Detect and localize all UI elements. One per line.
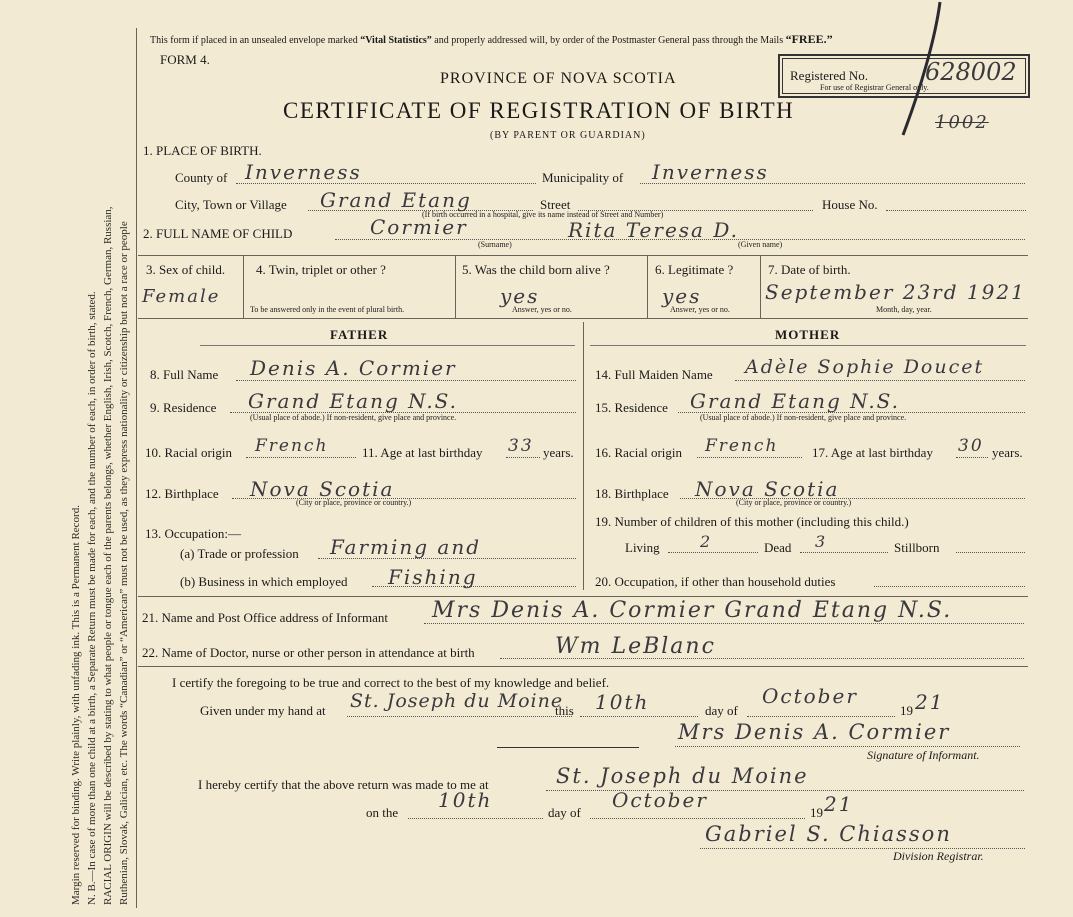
given-year-prefix: 19 xyxy=(900,703,913,718)
given-month-value: October xyxy=(762,684,858,708)
col-rule-4 xyxy=(760,255,761,318)
return-year-prefix: 19 xyxy=(810,805,823,820)
living-label: Living xyxy=(625,540,660,555)
mother-birthplace-note: (City or place, province or country.) xyxy=(736,498,852,507)
mother-racial-line xyxy=(697,457,802,458)
father-heading: FATHER xyxy=(330,327,389,342)
mother-residence-label: 15. Residence xyxy=(595,400,668,415)
informant-signature-label: Signature of Informant. xyxy=(867,748,980,762)
municipality-value: Inverness xyxy=(652,160,769,184)
mother-racial-value: French xyxy=(705,436,779,456)
twin-note: To be answered only in the event of plural birth. xyxy=(250,305,405,314)
section-rule-2 xyxy=(138,666,1028,667)
margin-note-3: RACIAL ORIGIN will be described by stating to what people or tongue each of the parents belongs, whether English, Irish, Scotch, French, German, Russian, xyxy=(102,206,114,905)
mother-occupation-label: 20. Occupation, if other than household duties xyxy=(595,574,836,589)
birthdate-label: 7. Date of birth. xyxy=(768,262,851,277)
binding-margin xyxy=(0,0,138,917)
father-racial-line xyxy=(246,457,356,458)
informant-value: Mrs Denis A. Cormier Grand Etang N.S. xyxy=(432,598,953,623)
given-this-label: this xyxy=(555,703,574,718)
child-surname: Cormier xyxy=(370,215,468,239)
mother-age-label: 17. Age at last birthday xyxy=(812,445,933,460)
mother-residence-value: Grand Etang N.S. xyxy=(690,389,901,413)
birthdate-note: Month, day, year. xyxy=(876,305,932,314)
county-label: County of xyxy=(175,170,228,185)
row-rule-bottom xyxy=(138,318,1028,319)
dead-line xyxy=(800,552,888,553)
street-label: Street xyxy=(540,197,571,212)
dead-value: 3 xyxy=(815,532,828,551)
subtitle: (BY PARENT OR GUARDIAN) xyxy=(490,130,646,141)
col-rule-1 xyxy=(243,255,244,318)
surname-note: (Surname) xyxy=(478,240,512,249)
father-birthplace-value: Nova Scotia xyxy=(250,477,395,501)
section-rule xyxy=(138,596,1028,597)
given-label: Given under my hand at xyxy=(200,703,326,718)
mother-birthplace-label: 18. Birthplace xyxy=(595,486,669,501)
return-dayof-label: day of xyxy=(548,805,581,820)
registered-number: 628002 xyxy=(925,58,1017,86)
sex-label: 3. Sex of child. xyxy=(146,262,226,277)
child-name-label: 2. FULL NAME OF CHILD xyxy=(143,226,293,241)
given-day-value: 10th xyxy=(595,690,650,714)
living-line xyxy=(668,552,758,553)
province-heading: PROVINCE OF NOVA SCOTIA xyxy=(440,70,677,87)
corner-number: 1002 xyxy=(935,112,989,133)
given-place-value: St. Joseph du Moine xyxy=(350,690,564,712)
sex-value: Female xyxy=(142,286,221,307)
father-name-line xyxy=(236,380,576,381)
father-trade-value: Farming and xyxy=(330,535,482,559)
father-business-label: (b) Business in which employed xyxy=(180,574,348,589)
mother-birthplace-value: Nova Scotia xyxy=(695,477,840,501)
return-day-line xyxy=(408,818,543,819)
municipality-label: Municipality of xyxy=(542,170,624,185)
father-birthplace-label: 12. Birthplace xyxy=(145,486,219,501)
return-month-value: October xyxy=(612,788,708,812)
mother-name-label: 14. Full Maiden Name xyxy=(595,367,713,382)
margin-note-4: Ruthenian, Slovak, Galician, etc. The words “Canadian” or “American” must not be used, as they express nationality or citizenship but not a race or people xyxy=(118,221,130,905)
form-number: FORM 4. xyxy=(160,52,210,67)
given-year-value: 21 xyxy=(915,690,945,714)
given-month-line xyxy=(747,716,895,717)
dead-label: Dead xyxy=(764,540,792,555)
mother-children-label: 19. Number of children of this mother (including this child.) xyxy=(595,514,909,529)
stillborn-line xyxy=(956,552,1025,553)
mother-name-value: Adèle Sophie Doucet xyxy=(745,356,985,378)
margin-note-1: Margin reserved for binding. Write plainly, with unfading ink. This is a Permanent Record. xyxy=(70,505,82,905)
doctor-label: 22. Name of Doctor, nurse or other person in attendance at birth xyxy=(142,645,475,660)
father-age-label: 11. Age at last birthday xyxy=(362,445,483,460)
father-racial-value: French xyxy=(255,436,329,456)
registered-note: For use of Registrar General only. xyxy=(820,83,929,92)
city-value: Grand Etang xyxy=(320,188,472,212)
given-place-line xyxy=(347,716,572,717)
alive-value: yes xyxy=(500,284,540,308)
house-line xyxy=(886,210,1026,211)
mother-heading: MOTHER xyxy=(775,327,841,342)
mother-occupation-line xyxy=(874,586,1025,587)
registrar-signature: Gabriel S. Chiasson xyxy=(705,822,952,846)
legit-value: yes xyxy=(662,284,702,308)
given-dayof-label: day of xyxy=(705,703,738,718)
father-years-label: years. xyxy=(543,445,574,460)
mail-notice: This form if placed in an unsealed envelope marked “Vital Statistics” and properly addressed will, by order of the Postmaster General pass through the Mails “FREE.” xyxy=(150,32,833,46)
father-trade-label: (a) Trade or profession xyxy=(180,546,299,561)
alive-label: 5. Was the child born alive ? xyxy=(462,262,610,277)
legit-note: Answer, yes or no. xyxy=(670,305,730,314)
living-value: 2 xyxy=(700,532,713,551)
place-of-birth-heading: 1. PLACE OF BIRTH. xyxy=(143,143,262,158)
father-age-value: 33 xyxy=(508,436,534,456)
father-residence-label: 9. Residence xyxy=(150,400,217,415)
col-rule-3 xyxy=(647,255,648,318)
mother-racial-label: 16. Racial origin xyxy=(595,445,683,460)
on-the-label: on the xyxy=(366,805,399,820)
parents-divider xyxy=(583,322,584,590)
twin-label: 4. Twin, triplet or other ? xyxy=(256,262,386,277)
hospital-note: (If birth occurred in a hospital, give its name instead of Street and Number) xyxy=(422,210,664,219)
informant-signature-line xyxy=(675,746,1020,747)
page-title: CERTIFICATE OF REGISTRATION OF BIRTH xyxy=(283,98,795,123)
margin-note-2: N. B.—In case of more than one child at a birth, a Separate Return must be made for each, and the number of each, in order of birth, stated. xyxy=(86,291,98,905)
father-name-value: Denis A. Cormier xyxy=(250,356,457,380)
father-occupation-label: 13. Occupation:— xyxy=(145,526,242,541)
registered-label: Registered No. xyxy=(790,68,868,83)
father-birthplace-note: (City or place, province or country.) xyxy=(296,498,412,507)
margin-rule xyxy=(136,28,137,908)
city-label: City, Town or Village xyxy=(175,197,287,212)
house-label: House No. xyxy=(822,197,878,212)
father-name-label: 8. Full Name xyxy=(150,367,219,382)
birthdate-value: September 23rd 1921 xyxy=(765,280,1026,304)
pen-stroke xyxy=(895,0,955,140)
mother-heading-rule xyxy=(590,345,1026,346)
given-day-line xyxy=(580,716,698,717)
registrar-signature-label: Division Registrar. xyxy=(893,849,984,863)
signature-rule-left xyxy=(497,747,639,748)
child-given-name: Rita Teresa D. xyxy=(568,218,740,242)
father-racial-label: 10. Racial origin xyxy=(145,445,233,460)
return-text: I hereby certify that the above return was made to me at xyxy=(198,777,489,792)
return-place-value: St. Joseph du Moine xyxy=(556,764,809,788)
father-residence-value: Grand Etang N.S. xyxy=(248,389,459,413)
return-month-line xyxy=(590,818,805,819)
father-business-value: Fishing xyxy=(388,565,478,589)
return-day-value: 10th xyxy=(438,788,493,812)
stillborn-label: Stillborn xyxy=(894,540,940,555)
father-residence-note: (Usual place of abode.) If non-resident, give place and province. xyxy=(250,413,457,422)
certify-text: I certify the foregoing to be true and correct to the best of my knowledge and belief. xyxy=(172,675,610,690)
legit-label: 6. Legitimate ? xyxy=(655,262,734,277)
mother-age-value: 30 xyxy=(958,436,984,456)
col-rule-2 xyxy=(455,255,456,318)
given-name-note: (Given name) xyxy=(738,240,783,249)
doctor-value: Wm LeBlanc xyxy=(555,634,716,659)
informant-line xyxy=(424,623,1024,624)
alive-note: Answer, yes or no. xyxy=(512,305,572,314)
mother-name-line xyxy=(735,380,1025,381)
mother-residence-note: (Usual place of abode.) If non-resident, give place and province. xyxy=(700,413,907,422)
father-heading-rule xyxy=(200,345,575,346)
mother-years-label: years. xyxy=(992,445,1023,460)
informant-signature: Mrs Denis A. Cormier xyxy=(678,720,951,744)
mother-age-line xyxy=(956,457,988,458)
row-rule-top xyxy=(138,255,1028,256)
return-year-value: 21 xyxy=(824,792,854,816)
county-value: Inverness xyxy=(245,160,362,184)
informant-label: 21. Name and Post Office address of Informant xyxy=(142,610,388,625)
father-age-line xyxy=(506,457,540,458)
